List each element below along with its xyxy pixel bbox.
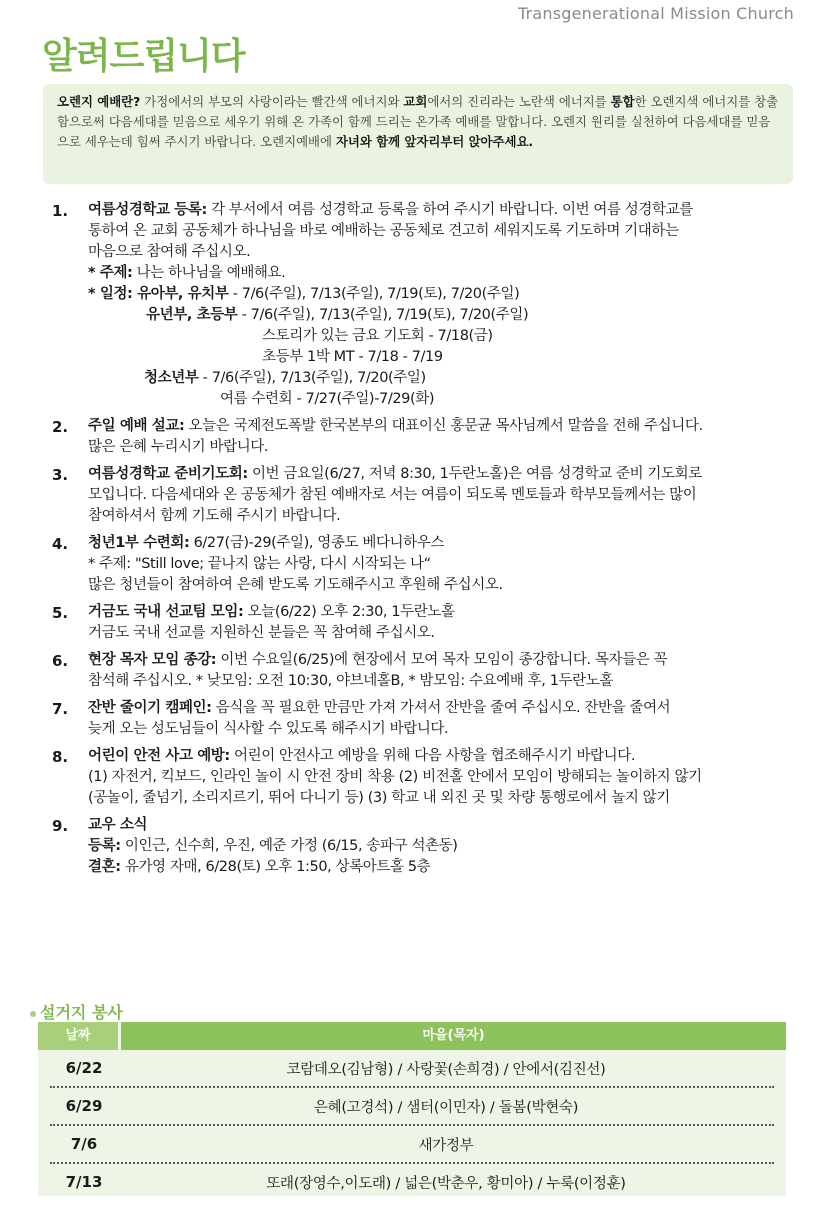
notice-number: 9.	[52, 817, 69, 835]
column-header-village: 마을(목자)	[121, 1022, 786, 1050]
notice-text: * 주제: "Still love; 끝나지 않는 사랑, 다시 시작되는 나“	[88, 556, 431, 572]
row-village: 은혜(고경석) / 샘터(이민자) / 돌봄(박현숙)	[313, 1099, 579, 1116]
notice-body	[88, 698, 802, 740]
notice-number: 8.	[52, 748, 69, 766]
notice-title: 거금도 국내 선교팀 모임:	[88, 604, 244, 620]
row-village: 새가정부	[418, 1137, 474, 1154]
notice-text: 통하여 온 교회 공동체가 하나님을 바로 예배하는 공동체로 견고히 세워지도록 기도하며 기대하는	[88, 223, 679, 239]
schedule-text: - 7/6(주일), 7/13(주일), 7/20(주일)	[198, 370, 426, 386]
notice-item	[52, 746, 802, 809]
notice-title: 여름성경학교 준비기도회:	[88, 466, 248, 482]
intro-bold: 자녀와 함께 앞자리부터 앉아주세요.	[335, 134, 534, 149]
row-date: 6/29	[65, 1097, 103, 1115]
notice-number: 6.	[52, 652, 69, 670]
intro-bold: 통합	[610, 94, 635, 109]
notice-title: 청년1부 수련회:	[88, 535, 190, 551]
notice-number: 7.	[52, 700, 69, 718]
intro-text: 에서의 진리라는 노란색 에너지를	[427, 94, 611, 109]
notice-text: 모입니다. 다음세대와 온 공동체가 참된 예배자로 서는 여름이 되도록 멘토들과 학부모들께서는 많이	[88, 487, 697, 503]
notice-text: 이번 금요일(6/27, 저녁 8:30, 1두란노홀)은 여름 성경학교 준비 기도회로	[247, 466, 702, 482]
notice-text: 오늘(6/22) 오후 2:30, 1두란노홀	[243, 604, 455, 620]
church-name: Transgenerational Mission Church	[517, 4, 794, 23]
notice-text: 참석해 주십시오. * 낮모임: 오전 10:30, 야브네홀B, * 밤모임: 수요예배 후, 1두란노홀	[88, 673, 613, 689]
notice-list	[52, 200, 802, 884]
notice-title: 여름성경학교 등록:	[88, 202, 207, 218]
theme-text: 나는 하나님을 예배해요.	[132, 265, 286, 281]
notice-item	[52, 602, 802, 644]
table-row	[50, 1050, 774, 1088]
notice-item	[52, 464, 802, 527]
notice-body	[88, 416, 802, 458]
notice-title: 어린이 안전 사고 예방:	[88, 748, 230, 764]
notice-number: 2.	[52, 418, 69, 436]
table-row	[50, 1164, 774, 1200]
notice-item	[52, 200, 802, 410]
notice-text: 각 부서에서 여름 성경학교 등록을 하여 주시기 바랍니다. 이번 여름 성경학교를	[206, 202, 693, 218]
notice-text: 많은 청년들이 참여하여 은혜 받도록 기도해주시고 후원해 주십시오.	[88, 577, 503, 593]
column-header-date: 날짜	[38, 1022, 118, 1050]
schedule-label: * 일정:	[88, 286, 133, 302]
notice-title: 현장 목자 모임 종강:	[88, 652, 217, 668]
notice-body	[88, 650, 802, 692]
schedule-text: 스토리가 있는 금요 기도회 - 7/18(금)	[262, 328, 493, 344]
table-row	[50, 1088, 774, 1126]
notice-item	[52, 533, 802, 596]
notice-number: 4.	[52, 535, 69, 553]
notice-body	[88, 533, 802, 596]
notice-text: 음식을 꼭 필요한 만큼만 가져 가셔서 잔반을 줄여 주십시오. 잔반을 줄여서	[211, 700, 671, 716]
row-village: 또래(장영수,이도래) / 넓은(박춘우, 황미아) / 누룩(이정훈)	[266, 1175, 626, 1192]
row-date: 6/22	[65, 1059, 103, 1077]
notice-number: 1.	[52, 202, 69, 220]
notice-body	[88, 815, 802, 878]
notice-body	[88, 200, 802, 410]
intro-bold: 교회	[403, 94, 428, 109]
notice-text: 참여하셔서 함께 기도해 주시기 바랍니다.	[88, 508, 341, 524]
notice-text: 거금도 국내 선교를 지원하신 분들은 꼭 참여해 주십시오.	[88, 625, 435, 641]
schedule-dept: 유아부, 유치부	[132, 286, 229, 302]
intro-text: 가정에서의 부모의 사랑이라는 빨간색 에너지와	[140, 94, 404, 109]
notice-body	[88, 746, 802, 809]
notice-text: 오늘은 국제전도폭발 한국본부의 대표이신 홍문균 목사님께서 말씀을 전해 주십니다.	[184, 418, 703, 434]
notice-text: 늦게 오는 성도님들이 식사할 수 있도록 해주시기 바랍니다.	[88, 721, 449, 737]
row-village: 코람데오(김남형) / 사랑꽃(손희경) / 안에서(김진선)	[286, 1061, 606, 1078]
schedule-text: - 7/6(주일), 7/13(주일), 7/19(토), 7/20(주일)	[237, 307, 529, 323]
notice-number: 5.	[52, 604, 69, 622]
row-date: 7/13	[65, 1173, 103, 1191]
notice-text: 마음으로 참여해 주십시오.	[88, 244, 251, 260]
serving-title-text: 설거지 봉사	[40, 1003, 123, 1022]
notice-title: 주일 예배 설교:	[88, 418, 185, 434]
intro-question: 오렌지 예배란?	[57, 94, 141, 109]
marriage-text: 유가영 자매, 6/28(토) 오후 1:50, 상록아트홀 5층	[120, 859, 431, 875]
serving-section-title	[30, 1000, 123, 1023]
serving-table-header	[38, 1022, 786, 1050]
notice-item	[52, 650, 802, 692]
bullet-dot-icon	[30, 1011, 36, 1017]
intro-text: 한 오렌지색 에너지를 창출함으로써 다음세대를 믿음으로 세우기 위해 온 가족이 함께 드리는 온가족 예배를 말합니다. 오렌지 원리를 실천하여 다음세대를 믿음으로 세우는데 힘써 주시기 바랍니다. 오렌지예배에	[57, 94, 779, 149]
notice-body	[88, 602, 802, 644]
table-row	[50, 1126, 774, 1164]
registration-label: 등록:	[88, 838, 121, 854]
notice-text: 6/27(금)-29(주일), 영종도 베다니하우스	[189, 535, 444, 551]
notice-text: 많은 은혜 누리시기 바랍니다.	[88, 439, 269, 455]
row-date: 7/6	[70, 1135, 98, 1153]
notice-item	[52, 416, 802, 458]
notice-title: 교우 소식	[88, 817, 148, 833]
notice-text: 이번 수요일(6/25)에 현장에서 모여 목자 모임이 종강합니다. 목자들은 꼭	[216, 652, 668, 668]
schedule-text: - 7/6(주일), 7/13(주일), 7/19(토), 7/20(주일)	[228, 286, 520, 302]
page-title: 알려드립니다	[42, 36, 245, 77]
schedule-text: 여름 수련회 - 7/27(주일)-7/29(화)	[220, 391, 435, 407]
notice-text: (1) 자전거, 킥보드, 인라인 놀이 시 안전 장비 착용 (2) 비전홀 안에서 모임이 방해되는 놀이하지 않기	[88, 769, 702, 785]
schedule-text: 초등부 1박 MT - 7/18 - 7/19	[262, 349, 443, 365]
notice-item	[52, 698, 802, 740]
notice-item	[52, 815, 802, 878]
schedule-dept: 청소년부	[144, 370, 199, 386]
notice-text: (공놀이, 줄넘기, 소리지르기, 뛰어 다니기 등) (3) 학교 내 외진 곳 및 차량 통행로에서 놀지 않기	[88, 790, 670, 806]
registration-text: 이인근, 신수희, 우진, 예준 가정 (6/15, 송파구 석촌동)	[120, 838, 458, 854]
marriage-label: 결혼:	[88, 859, 121, 875]
serving-table	[38, 1022, 786, 1196]
theme-label: * 주제:	[88, 265, 133, 281]
orange-worship-intro	[43, 84, 793, 184]
schedule-dept: 유년부, 초등부	[146, 307, 238, 323]
notice-text: 어린이 안전사고 예방을 위해 다음 사항을 협조해주시기 바랍니다.	[229, 748, 636, 764]
notice-title: 잔반 줄이기 캠페인:	[88, 700, 212, 716]
notice-body	[88, 464, 802, 527]
notice-number: 3.	[52, 466, 69, 484]
